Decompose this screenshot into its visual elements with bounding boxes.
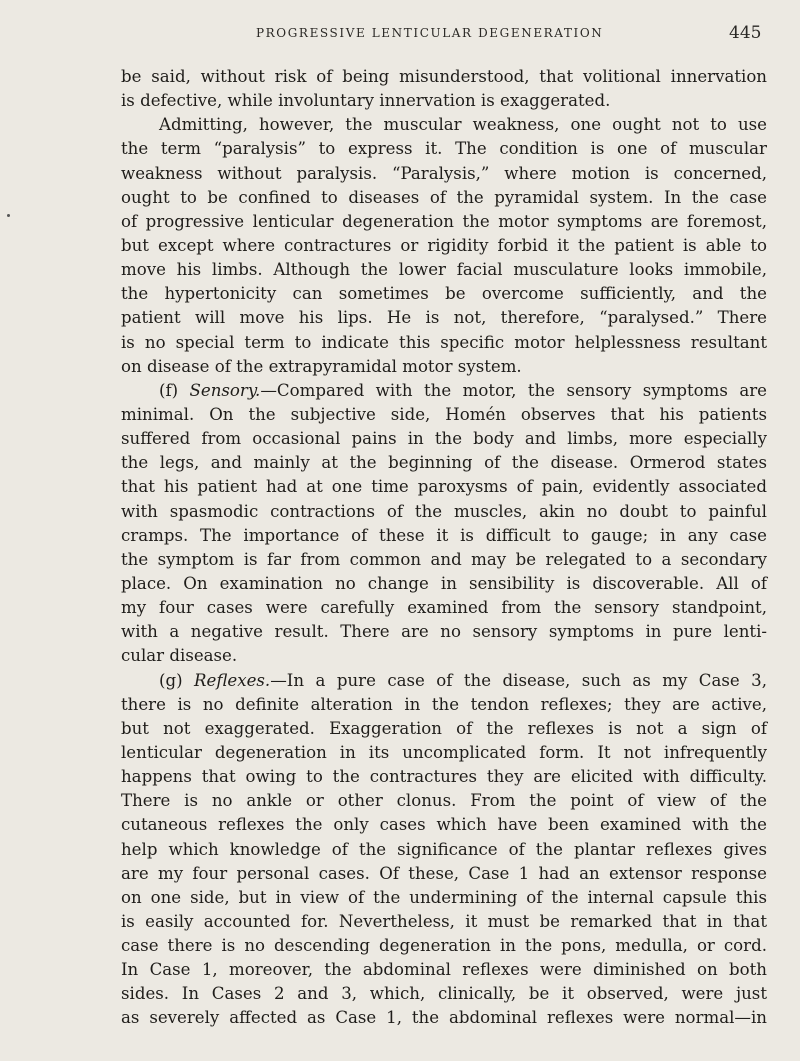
text-line: but except where contractures or rigidity forbid it the patient is able to [121, 235, 767, 255]
text-line: that his patient had at one time paroxysms of pain, evidently associated [121, 477, 767, 497]
paragraph-start-line: Admitting, however, the muscular weakness, one ought not to use [159, 115, 767, 135]
text-line: my four cases were carefully examined from the sensory standpoint, [121, 598, 767, 618]
text-line: patient will move his lips. He is not, therefore, “paralysed.” There [121, 308, 767, 328]
text-line: the legs, and mainly at the beginning of the disease. Ormerod states [121, 453, 767, 473]
text-line: weakness without paralysis. “Paralysis,” where motion is concerned, [121, 163, 767, 183]
paper-speck [7, 214, 10, 217]
text-line: sides. In Cases 2 and 3, which, clinically, be it observed, were just [121, 984, 767, 1004]
section-heading-reflexes: Reflexes. [194, 670, 271, 690]
text-line: on one side, but in view of the undermining of the internal capsule this [121, 887, 767, 907]
text-line: the hypertonicity can sometimes be overcome sufficiently, and the [121, 284, 767, 304]
text-line: In Case 1, moreover, the abdominal reflexes were diminished on both [121, 960, 767, 980]
text-line: but not exaggerated. Exaggeration of the reflexes is not a sign of [121, 718, 767, 738]
text-line: cramps. The importance of these it is difficult to gauge; in any case [121, 525, 767, 545]
section-sensory-line [121, 379, 767, 403]
text-line: is easily accounted for. Nevertheless, it must be remarked that in that [121, 911, 767, 931]
text-line: suffered from occasional pains in the body and limbs, more especially [121, 429, 767, 449]
body-text [121, 65, 767, 1031]
section-heading-sensory: Sensory. [189, 380, 261, 400]
text-line: place. On examination no change in sensibility is discoverable. All of [121, 573, 767, 593]
text-line: move his limbs. Although the lower facial musculature looks immobile, [121, 260, 767, 280]
text-line: with a negative result. There are no sensory symptoms in pure lenti- [121, 622, 767, 642]
text-line: on disease of the extrapyramidal motor system. [121, 356, 522, 376]
section-line-rest: —Compared with the motor, the sensory symptoms are [260, 380, 767, 400]
text-line: case there is no descending degeneration in the pons, medulla, or cord. [121, 936, 767, 956]
text-line: the symptom is far from common and may be relegated to a secondary [121, 549, 767, 569]
text-line: happens that owing to the contractures they are elicited with difficulty. [121, 767, 767, 787]
text-line: as severely affected as Case 1, the abdominal reflexes were normal—in [121, 1008, 767, 1028]
section-reflexes-line [121, 669, 767, 693]
text-line: is defective, while involuntary innervation is exaggerated. [121, 91, 611, 111]
section-label: (g) [159, 670, 195, 690]
text-line: cutaneous reflexes the only cases which have been examined with the [121, 815, 767, 835]
section-label: (f) [159, 380, 190, 400]
text-line: of progressive lenticular degeneration the motor symptoms are foremost, [121, 211, 767, 231]
text-line: help which knowledge of the significance of the plantar reflexes gives [121, 839, 767, 859]
text-line: there is no definite alteration in the tendon reflexes; they are active, [121, 694, 767, 714]
text-line: the term “paralysis” to express it. The condition is one of muscular [121, 139, 767, 159]
page-number: 445 [729, 23, 762, 43]
text-line: are my four personal cases. Of these, Case 1 had an extensor response [121, 863, 767, 883]
text-line: minimal. On the subjective side, Homén observes that his patients [121, 404, 767, 424]
text-line: There is no ankle or other clonus. From the point of view of the [121, 791, 767, 811]
text-line: be said, without risk of being misunderstood, that volitional innervation [121, 67, 767, 86]
text-line: is no special term to indicate this specific motor helplessness resultant [121, 332, 767, 352]
text-line: with spasmodic contractions of the muscles, akin no doubt to painful [121, 501, 767, 521]
section-line-rest: —In a pure case of the disease, such as my Case 3, [270, 670, 767, 690]
text-line: lenticular degeneration in its uncomplicated form. It not infrequently [121, 742, 767, 762]
text-line: cular disease. [121, 646, 238, 666]
running-head: PROGRESSIVE LENTICULAR DEGENERATION [256, 26, 604, 40]
text-line: ought to be confined to diseases of the pyramidal system. In the case [121, 187, 767, 207]
